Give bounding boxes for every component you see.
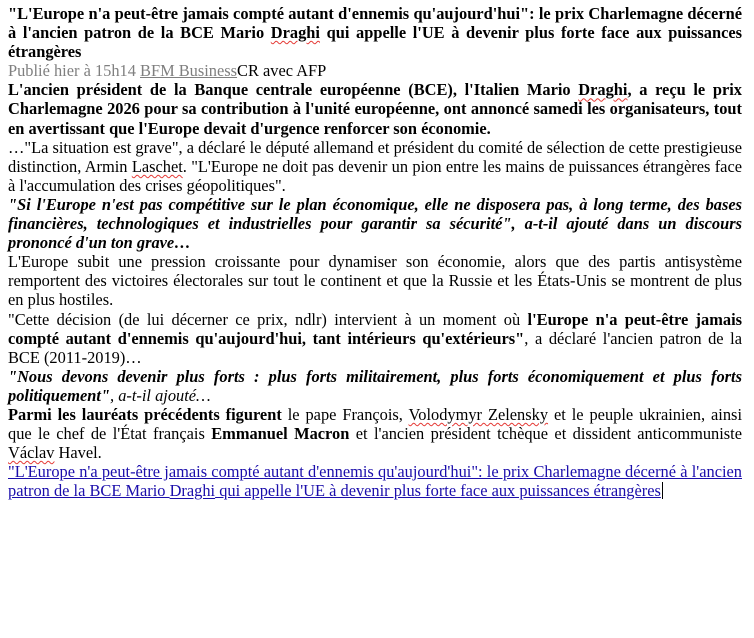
paragraph-text: et le peuple ukrainien, ainsi que le chef de l'État français [8,404,742,444]
title-text: qui appelle l'UE à devenir plus forte face aux puissances étrangères [8,23,742,62]
paragraph-text: et [349,424,368,444]
credit-text: CR avec AFP [237,61,327,81]
spellcheck-word: Draghi [578,80,628,100]
spellcheck-word: Laschet [131,156,183,176]
spellcheck-word: Draghi [270,23,320,43]
paragraph-text: Havel. [54,443,102,463]
lead-paragraph [8,80,742,137]
title-text: "L'Europe n'a peut-être jamais compté autant d'ennemis qu'aujourd'hui": le prix Charlemagne décerné à l'ancien patron de la BCE Mario [8,4,742,43]
link-text[interactable]: qui appelle l'UE à devenir plus forte face aux puissances étrangères [215,481,661,501]
bold-quote: l'Europe n'a peut-être jamais compté autant d'ennemis qu'aujourd'hui, tant intérieurs qu'extérieurs" [8,309,742,348]
quote-text: "Si l'Europe n'est pas compétitive sur le plan économique, elle ne disposera pas, à long terme, des bases financières, technologiques et industrielles pour garantir sa sécurité" [8,194,742,234]
publish-date: Publié hier à 15h14 [8,61,141,81]
paragraph-text: le pape François, [281,404,409,424]
quote-attribution: , a-t-il ajouté dans un discours prononcé d'un ton grave… [8,214,742,253]
paragraph-text: "Cette décision (de lui décerner ce prix, ndlr) intervient à un moment où [8,309,528,329]
paragraph-3 [8,310,742,367]
paragraph-4 [8,405,742,462]
quote-2 [8,367,742,405]
lead-text: , a reçu le prix Charlemagne 2026 pour sa contribution à l'unité européenne, ont annoncé samedi les organisateurs, tout en avertissant que l'Europe devait d'urgence renforcer son économie. [8,80,742,138]
link-text[interactable]: "L'Europe n'a peut-être jamais compté autant d'ennemis qu'aujourd'hui": le prix Charlemagne décerné à l'ancien patron de la BCE Mario [8,462,742,501]
article-title [8,4,742,61]
quote-attribution: , a-t-il ajouté… [110,385,211,405]
quote-1 [8,195,742,252]
source-link[interactable]: BFM Business [140,61,238,81]
paragraph-text: …"La situation est grave", a déclaré le député allemand et président du comité de sélection de cette prestigieuse distinction, Armin [8,137,742,176]
spellcheck-word: Václav [8,443,55,463]
paragraph-1 [8,138,742,195]
paragraph-text: l'ancien président tchèque et dissident anticommuniste [367,424,742,444]
paragraph-text: , a déclaré l'ancien patron de la BCE (2011-2019)… [8,328,743,367]
lead-text: L'ancien président de la Banque centrale européenne (BCE), l'Italien Mario [8,80,579,100]
text-caret [662,482,663,499]
bold-text: Parmi les lauréats précédents figurent [8,404,282,424]
article-meta [8,61,742,80]
bold-name: Emmanuel Macron [211,424,350,444]
quote-text: "Nous devons devenir plus forts : plus forts militairement, plus forts économiquement et plus forts politiquement" [8,366,742,405]
paragraph-2: L'Europe subit une pression croissante pour dynamiser son économie, alors que des partis antisystème remportent des victoires électorales sur tout le continent et que la Russie et les États-Unis se montrent de plus en plus hostiles. [8,252,742,310]
link-text[interactable]: Draghi [169,481,216,501]
paragraph-text: . "L'Europe ne doit pas devenir un pion entre les mains de puissances étrangères face à l'accumulation des crises géopolitiques". [8,156,742,195]
spellcheck-word: Volodymyr Zelensky [408,404,549,424]
article-link[interactable] [8,462,742,500]
